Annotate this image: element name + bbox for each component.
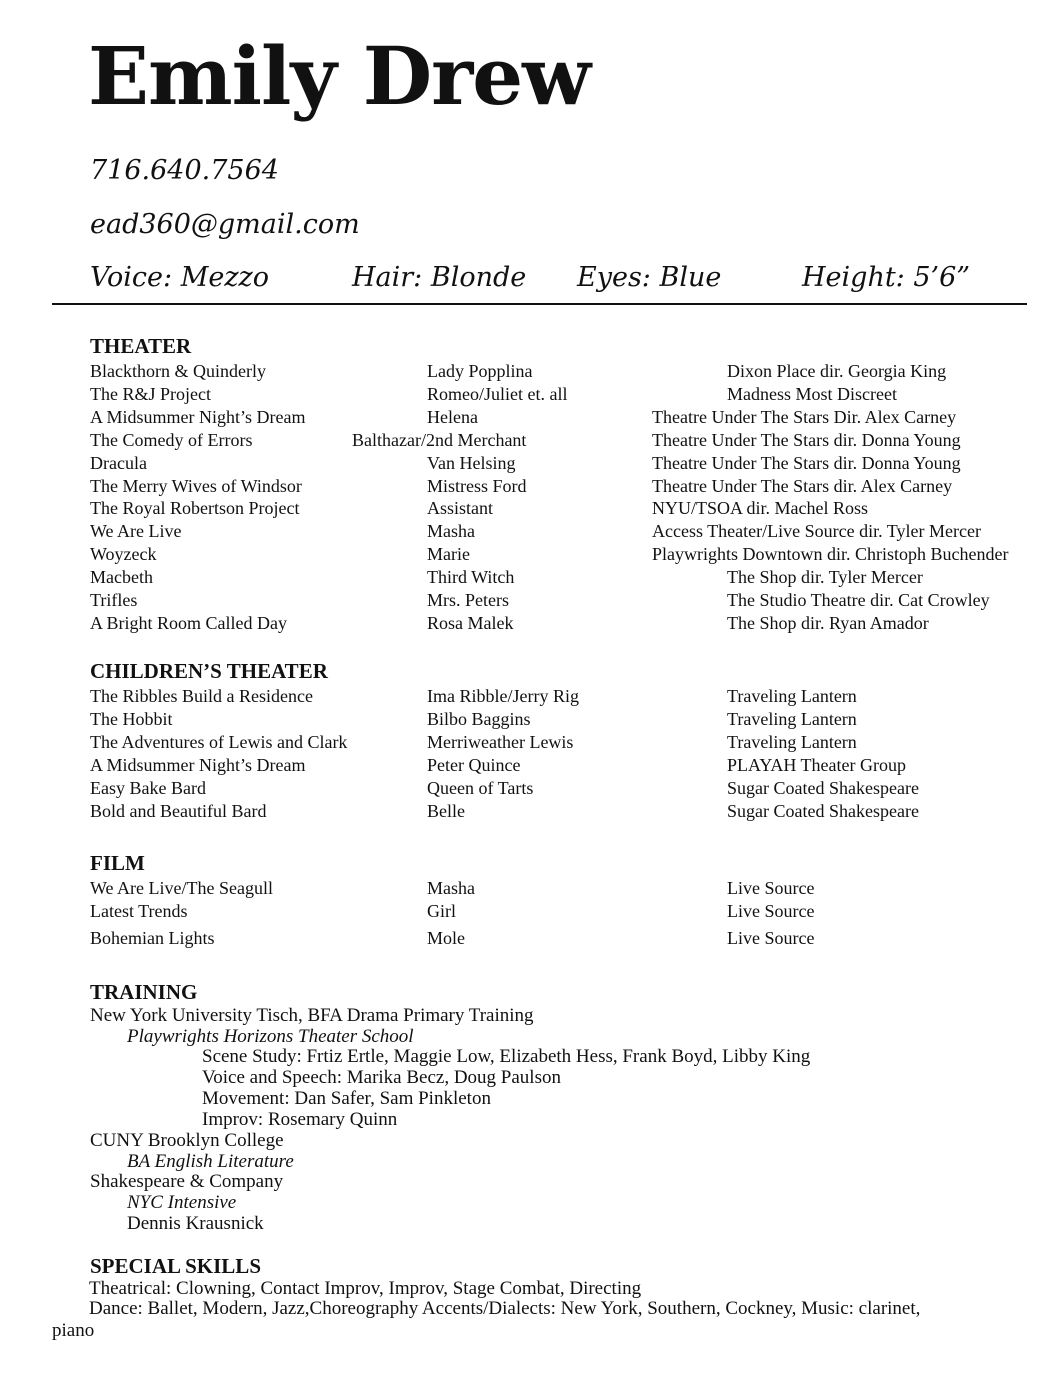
training-detail: Movement: Dan Safer, Sam Pinkleton	[202, 1088, 491, 1109]
table-row	[0, 566, 1052, 589]
venue: Traveling Lantern	[727, 732, 857, 752]
venue: PLAYAH Theater Group	[727, 755, 906, 775]
table-row	[0, 520, 1052, 543]
training-detail: Voice and Speech: Marika Becz, Doug Paulson	[202, 1067, 561, 1088]
production: Live Source	[727, 878, 815, 898]
role: Belle	[427, 801, 465, 821]
show-title: The Hobbit	[90, 709, 173, 729]
table-row	[0, 877, 1052, 900]
venue: The Shop dir. Ryan Amador	[727, 613, 929, 633]
role: Merriweather Lewis	[427, 732, 574, 752]
section-title-film: FILM	[90, 851, 145, 875]
show-title: We Are Live	[90, 521, 182, 541]
training-program: NYC Intensive	[127, 1192, 237, 1213]
section-title-childrens-theater: CHILDREN’S THEATER	[90, 659, 328, 683]
stat-height: Height: 5’6”	[802, 262, 971, 293]
training-detail: Scene Study: Frtiz Ertle, Maggie Low, Elizabeth Hess, Frank Boyd, Libby King	[202, 1046, 811, 1067]
training-school: Shakespeare & Company	[90, 1171, 284, 1192]
name-heading: Emily Drew	[88, 29, 591, 123]
stat-hair: Hair: Blonde	[352, 262, 527, 293]
role: Girl	[427, 901, 456, 921]
venue: Traveling Lantern	[727, 686, 857, 706]
skills-line: piano	[52, 1320, 95, 1341]
table-row	[0, 708, 1052, 731]
table-row	[0, 360, 1052, 383]
show-title: The Royal Robertson Project	[90, 498, 300, 518]
show-title: A Bright Room Called Day	[90, 613, 287, 633]
venue: Sugar Coated Shakespeare	[727, 801, 919, 821]
table-row	[0, 685, 1052, 708]
table-row	[0, 777, 1052, 800]
section-title-theater: THEATER	[90, 334, 192, 358]
film-title: Bohemian Lights	[90, 928, 215, 948]
venue: The Studio Theatre dir. Cat Crowley	[727, 590, 990, 610]
header-divider	[52, 303, 1027, 305]
role: Mistress Ford	[427, 476, 527, 496]
role: Bilbo Baggins	[427, 709, 531, 729]
role: Balthazar/2nd Merchant	[352, 430, 527, 450]
venue: Madness Most Discreet	[727, 384, 897, 404]
show-title: The R&J Project	[90, 384, 211, 404]
show-title: Woyzeck	[90, 544, 157, 564]
skills-line: Dance: Ballet, Modern, Jazz,Choreography Accents/Dialects: New York, Southern, Cockney, Music: clarinet,	[89, 1298, 921, 1319]
stat-voice: Voice: Mezzo	[90, 262, 270, 293]
role: Assistant	[427, 498, 494, 518]
training-school: New York University Tisch, BFA Drama Primary Training	[90, 1005, 534, 1026]
section-title-special-skills: SPECIAL SKILLS	[90, 1254, 261, 1278]
skills-line: Theatrical: Clowning, Contact Improv, Improv, Stage Combat, Directing	[89, 1278, 642, 1299]
table-row	[0, 927, 1052, 950]
venue: Theatre Under The Stars Dir. Alex Carney	[652, 407, 957, 427]
show-title: The Merry Wives of Windsor	[90, 476, 302, 496]
role: Peter Quince	[427, 755, 521, 775]
show-title: A Midsummer Night’s Dream	[90, 755, 306, 775]
venue: NYU/TSOA dir. Machel Ross	[652, 498, 868, 518]
table-row	[0, 497, 1052, 520]
role: Marie	[427, 544, 470, 564]
role: Masha	[427, 878, 475, 898]
film-title: Latest Trends	[90, 901, 188, 921]
venue: Dixon Place dir. Georgia King	[727, 361, 947, 381]
venue: Theatre Under The Stars dir. Donna Young	[652, 430, 961, 450]
table-row	[0, 383, 1052, 406]
training-program: Playwrights Horizons Theater School	[127, 1026, 414, 1047]
table-row	[0, 452, 1052, 475]
show-title: A Midsummer Night’s Dream	[90, 407, 306, 427]
show-title: Dracula	[90, 453, 147, 473]
venue: Traveling Lantern	[727, 709, 857, 729]
production: Live Source	[727, 901, 815, 921]
show-title: Easy Bake Bard	[90, 778, 206, 798]
venue: Theatre Under The Stars dir. Donna Young	[652, 453, 961, 473]
stat-eyes: Eyes: Blue	[577, 262, 722, 293]
table-row	[0, 754, 1052, 777]
training-detail: Improv: Rosemary Quinn	[202, 1109, 398, 1130]
phone-number: 716.640.7564	[90, 155, 279, 186]
table-row	[0, 800, 1052, 823]
show-title: The Ribbles Build a Residence	[90, 686, 313, 706]
venue: Theatre Under The Stars dir. Alex Carney	[652, 476, 953, 496]
training-school: CUNY Brooklyn College	[90, 1130, 284, 1151]
role: Helena	[427, 407, 478, 427]
show-title: The Adventures of Lewis and Clark	[90, 732, 348, 752]
role: Rosa Malek	[427, 613, 514, 633]
role: Romeo/Juliet et. all	[427, 384, 568, 404]
role: Queen of Tarts	[427, 778, 534, 798]
email-address: ead360@gmail.com	[90, 209, 360, 240]
table-row	[0, 900, 1052, 923]
table-row	[0, 731, 1052, 754]
venue: Access Theater/Live Source dir. Tyler Mercer	[652, 521, 981, 541]
show-title: Blackthorn & Quinderly	[90, 361, 266, 381]
role: Ima Ribble/Jerry Rig	[427, 686, 579, 706]
show-title: The Comedy of Errors	[90, 430, 253, 450]
show-title: Bold and Beautiful Bard	[90, 801, 267, 821]
training-program: BA English Literature	[127, 1151, 294, 1172]
role: Lady Popplina	[427, 361, 533, 381]
show-title: Trifles	[90, 590, 138, 610]
table-row	[0, 612, 1052, 635]
film-title: We Are Live/The Seagull	[90, 878, 273, 898]
show-title: Macbeth	[90, 567, 153, 587]
role: Masha	[427, 521, 475, 541]
production: Live Source	[727, 928, 815, 948]
table-row	[0, 543, 1052, 566]
table-row	[0, 589, 1052, 612]
role: Mole	[427, 928, 465, 948]
role: Third Witch	[427, 567, 515, 587]
section-title-training: TRAINING	[90, 980, 198, 1004]
table-row	[0, 429, 1052, 452]
table-row	[0, 475, 1052, 498]
role: Mrs. Peters	[427, 590, 509, 610]
venue: Playwrights Downtown dir. Christoph Buchender	[652, 544, 1009, 564]
table-row	[0, 406, 1052, 429]
role: Van Helsing	[427, 453, 516, 473]
venue: The Shop dir. Tyler Mercer	[727, 567, 923, 587]
training-detail: Dennis Krausnick	[127, 1213, 264, 1234]
venue: Sugar Coated Shakespeare	[727, 778, 919, 798]
